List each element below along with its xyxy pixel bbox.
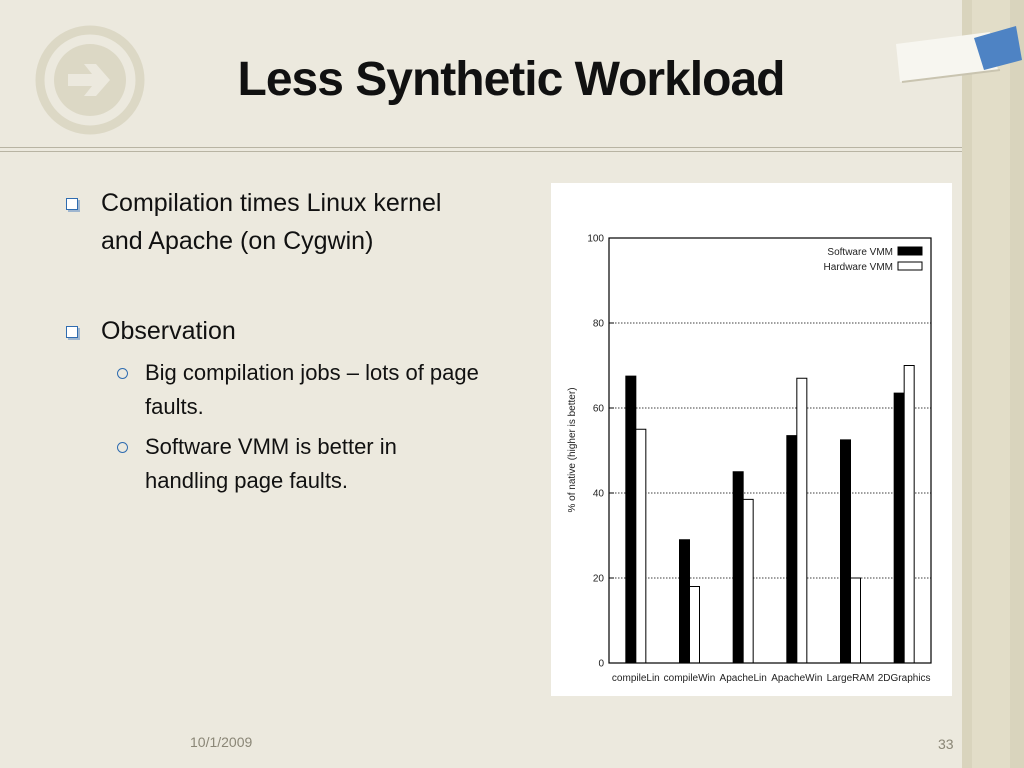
sub-bullet-line: handling page faults. <box>145 468 349 493</box>
sub-bullet-line: Software VMM is better in <box>145 434 397 459</box>
sub-bullet-item <box>58 430 548 498</box>
bar-software-compileLin <box>626 376 636 663</box>
y-tick-label: 100 <box>587 233 604 245</box>
bar-software-ApacheLin <box>733 472 743 663</box>
sub-bullet-line: Big compilation jobs – lots of page <box>145 360 479 385</box>
slide-number: 33 <box>938 736 954 752</box>
x-tick-label: compileWin <box>663 673 716 684</box>
bar-hardware-ApacheLin <box>743 499 753 663</box>
bar-hardware-compileWin <box>690 587 700 664</box>
legend-swatch <box>898 247 922 255</box>
legend-label: Hardware VMM <box>823 262 893 273</box>
bar-software-2DGraphics <box>894 393 904 663</box>
sub-bullet-item <box>58 356 548 424</box>
x-tick-label: ApacheLin <box>719 673 767 684</box>
bar-hardware-compileLin <box>636 429 646 663</box>
arrow-right-circle-icon <box>34 24 146 136</box>
y-tick-label: 80 <box>592 318 604 330</box>
y-tick-label: 60 <box>592 403 604 415</box>
y-tick-label: 0 <box>598 658 604 670</box>
bar-hardware-2DGraphics <box>904 366 914 664</box>
y-axis-label: % of native (higher is better) <box>567 387 578 513</box>
circle-bullet-icon <box>117 442 128 453</box>
corner-decoration <box>890 20 1024 90</box>
x-tick-label: LargeRAM <box>826 673 875 684</box>
x-tick-label: ApacheWin <box>771 673 823 684</box>
bar-hardware-ApacheWin <box>797 378 807 663</box>
bullet-item <box>58 312 548 350</box>
bar-software-LargeRAM <box>841 440 851 663</box>
plot-frame <box>609 238 931 663</box>
bullet-item <box>58 184 548 260</box>
legend-label: Software VMM <box>827 247 893 258</box>
footer-date: 10/1/2009 <box>190 734 253 750</box>
bar-hardware-LargeRAM <box>851 578 861 663</box>
bar-software-ApacheWin <box>787 436 797 663</box>
slide-title: Less Synthetic Workload <box>237 53 785 106</box>
sub-bullet-line: faults. <box>145 394 204 419</box>
square-bullet-icon <box>66 198 78 210</box>
bar-chart <box>551 183 952 696</box>
title-divider <box>0 147 962 148</box>
right-decorative-band-inner <box>972 0 1010 768</box>
square-bullet-icon <box>66 326 78 338</box>
circle-bullet-icon <box>117 368 128 379</box>
y-tick-label: 20 <box>592 573 604 585</box>
title-divider-secondary <box>0 151 962 152</box>
bullet-list <box>58 184 548 498</box>
x-tick-label: compileLin <box>611 673 660 684</box>
x-tick-label: 2DGraphics <box>877 673 931 684</box>
legend-swatch <box>898 262 922 270</box>
bullet-line: Compilation times Linux kernel <box>101 189 442 217</box>
y-tick-label: 40 <box>592 488 604 500</box>
bar-chart-panel <box>551 183 952 696</box>
bullet-line: Observation <box>101 317 236 345</box>
bullet-line: and Apache (on Cygwin) <box>101 227 374 255</box>
bar-software-compileWin <box>680 540 690 663</box>
